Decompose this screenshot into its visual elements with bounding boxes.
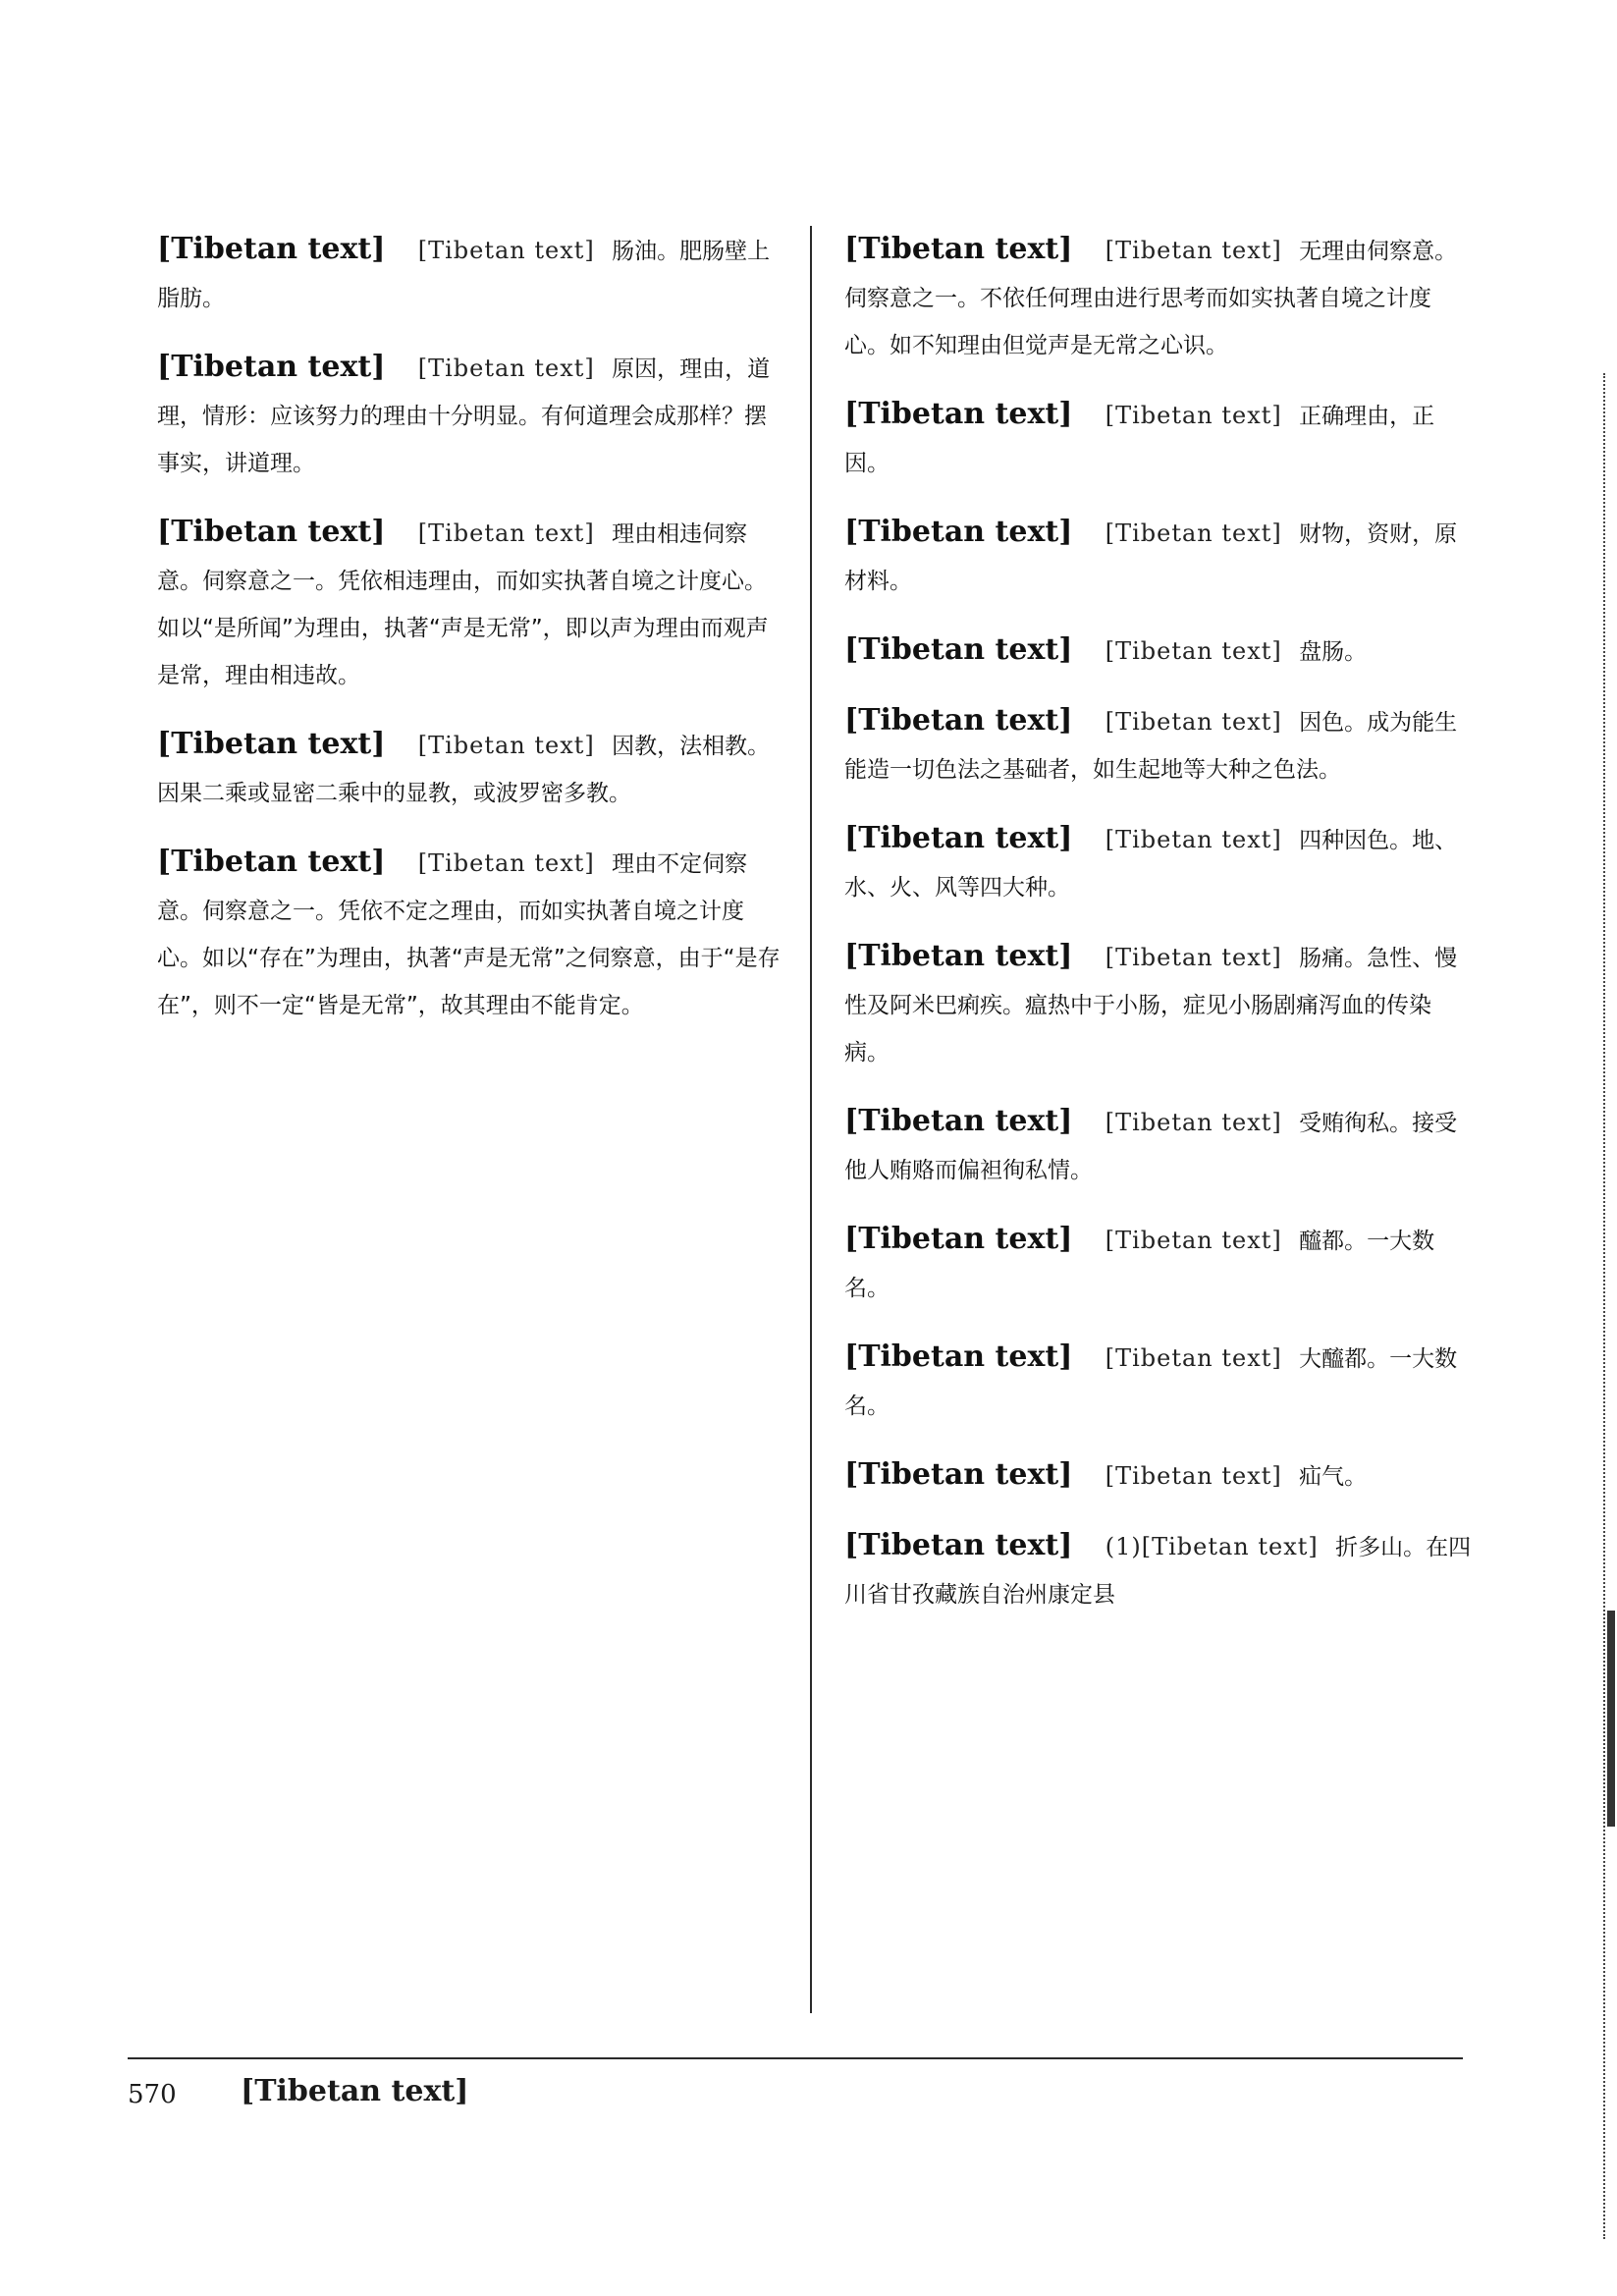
- entry-chinese-gloss: 折多山。在四川省甘孜藏族自治州康定县: [844, 1535, 1472, 1608]
- entry-chinese-gloss: 财物，资财，原材料。: [844, 521, 1458, 594]
- entry-tibetan-definition: [Tibetan text]: [1105, 1344, 1282, 1372]
- dictionary-entry: [844, 1216, 1473, 1312]
- margin-scan-marks: [1603, 373, 1617, 2239]
- entry-chinese-gloss: 肠痛。急性、慢性及阿米巴痢疾。瘟热中于小肠，症见小肠剧痛泻血的传染病。: [844, 946, 1458, 1066]
- entry-chinese-gloss: 因色。成为能生能造一切色法之基础者，如生起地等大种之色法。: [844, 710, 1458, 783]
- entry-headword: [Tibetan text]: [157, 845, 386, 879]
- entry-tibetan-definition: (1)[Tibetan text]: [1105, 1533, 1319, 1560]
- entry-headword: [Tibetan text]: [157, 727, 386, 761]
- dictionary-entry: [844, 1522, 1473, 1618]
- entry-headword: [Tibetan text]: [844, 703, 1073, 738]
- left-column: [157, 226, 785, 1051]
- footer-rule: [128, 2057, 1463, 2059]
- dictionary-entry: [157, 344, 785, 487]
- entry-tibetan-definition: [Tibetan text]: [417, 519, 595, 547]
- entry-tibetan-definition: [Tibetan text]: [417, 849, 595, 877]
- entry-tibetan-definition: [Tibetan text]: [1105, 237, 1282, 264]
- entry-chinese-gloss: 肠油。肥肠壁上脂肪。: [157, 239, 771, 311]
- entry-tibetan-definition: [Tibetan text]: [1105, 1109, 1282, 1136]
- entry-headword: [Tibetan text]: [844, 515, 1073, 549]
- dictionary-entry: [844, 933, 1473, 1076]
- dictionary-entry: [844, 509, 1473, 605]
- entry-headword: [Tibetan text]: [844, 939, 1073, 973]
- dictionary-entry: [844, 627, 1473, 676]
- dictionary-entry: [844, 1334, 1473, 1430]
- entry-tibetan-definition: [Tibetan text]: [417, 732, 595, 759]
- entry-headword: [Tibetan text]: [157, 232, 386, 266]
- entry-headword: [Tibetan text]: [844, 1528, 1073, 1562]
- entry-headword: [Tibetan text]: [157, 350, 386, 384]
- entry-tibetan-definition: [Tibetan text]: [1105, 708, 1282, 736]
- entry-headword: [Tibetan text]: [844, 397, 1073, 431]
- dictionary-entry: [157, 721, 785, 817]
- dictionary-entry: [157, 509, 785, 699]
- entry-headword: [Tibetan text]: [844, 821, 1073, 855]
- entry-tibetan-definition: [Tibetan text]: [417, 237, 595, 264]
- dictionary-entry: [844, 1098, 1473, 1194]
- running-head: [Tibetan text]: [241, 2074, 469, 2108]
- entry-headword: [Tibetan text]: [157, 515, 386, 549]
- entry-chinese-gloss: 原因，理由，道理，情形：应该努力的理由十分明显。有何道理会成那样？摆事实，讲道理。: [157, 356, 771, 476]
- entry-tibetan-definition: [Tibetan text]: [1105, 637, 1282, 665]
- entry-chinese-gloss: 疝气。: [1299, 1464, 1368, 1490]
- entry-headword: [Tibetan text]: [844, 632, 1073, 667]
- entry-chinese-gloss: 大醯都。一大数名。: [844, 1346, 1458, 1419]
- entry-chinese-gloss: 醯都。一大数名。: [844, 1229, 1435, 1301]
- entry-chinese-gloss: 无理由伺察意。伺察意之一。不依任何理由进行思考而如实执著自境之计度心。如不知理由但觉声是无常之心识。: [844, 239, 1458, 358]
- entry-tibetan-definition: [Tibetan text]: [1105, 944, 1282, 971]
- entry-headword: [Tibetan text]: [844, 232, 1073, 266]
- dictionary-entry: [844, 1451, 1473, 1501]
- right-column: [844, 226, 1473, 1640]
- entry-headword: [Tibetan text]: [844, 1457, 1073, 1492]
- entry-chinese-gloss: 理由不定伺察意。伺察意之一。凭依不定之理由，而如实执著自境之计度心。如以“存在”为理由，执著“声是无常”之伺察意，由于“是存在”，则不一定“皆是无常”，故其理由不能肯定。: [157, 851, 781, 1018]
- entry-chinese-gloss: 正确理由，正因。: [844, 404, 1435, 476]
- entry-headword: [Tibetan text]: [844, 1339, 1073, 1374]
- entry-tibetan-definition: [Tibetan text]: [1105, 1227, 1282, 1254]
- entry-tibetan-definition: [Tibetan text]: [1105, 826, 1282, 853]
- entry-chinese-gloss: 因教，法相教。因果二乘或显密二乘中的显教，或波罗密多教。: [157, 734, 771, 806]
- page-number: 570: [128, 2080, 177, 2109]
- entry-tibetan-definition: [Tibetan text]: [1105, 402, 1282, 429]
- entry-chinese-gloss: 理由相违伺察意。伺察意之一。凭依相违理由，而如实执著自境之计度心。如以“是所闻”为理由，执著“声是无常”，即以声为理由而观声是常，理由相违故。: [157, 521, 769, 688]
- entry-chinese-gloss: 受贿徇私。接受他人贿赂而偏袒徇私情。: [844, 1111, 1458, 1183]
- column-divider: [810, 226, 812, 2013]
- entry-chinese-gloss: 四种因色。地、水、火、风等四大种。: [844, 828, 1458, 901]
- dictionary-entry: [844, 226, 1473, 369]
- entry-headword: [Tibetan text]: [844, 1222, 1073, 1256]
- entry-tibetan-definition: [Tibetan text]: [1105, 1462, 1282, 1490]
- dictionary-entry: [844, 391, 1473, 487]
- dictionary-entry: [844, 815, 1473, 911]
- entry-headword: [Tibetan text]: [844, 1104, 1073, 1138]
- dictionary-entry: [157, 839, 785, 1029]
- entry-tibetan-definition: [Tibetan text]: [417, 355, 595, 382]
- dictionary-entry: [844, 697, 1473, 793]
- entry-tibetan-definition: [Tibetan text]: [1105, 519, 1282, 547]
- entry-chinese-gloss: 盘肠。: [1299, 639, 1368, 665]
- margin-scan-block: [1607, 1611, 1615, 1827]
- dictionary-entry: [157, 226, 785, 322]
